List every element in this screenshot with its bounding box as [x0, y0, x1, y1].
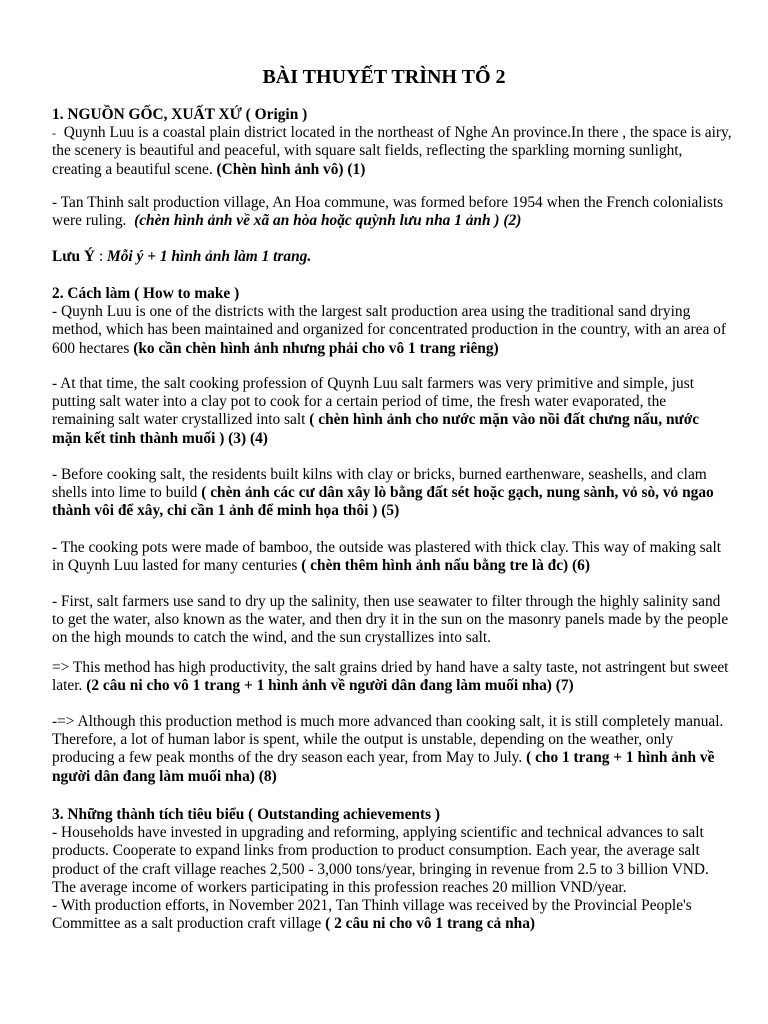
image-note: (2 câu ni cho vô 1 trang + 1 hình ảnh về người dân đang làm muối nha) (7) [86, 677, 574, 695]
paragraph-text: - With production efforts, in November 2021, Tan Thinh village was received by the Provincial People's Committee as a salt production craft village [52, 897, 692, 933]
paragraph [52, 466, 732, 521]
section2-p3 [52, 466, 732, 521]
paragraph-text: - At that time, the salt cooking profession of Quynh Luu salt farmers was very primitive and simple, just putting salt water into a clay pot to cook for a certain period of time, the fresh water evaporated, the remaining salt water crystallized into salt [52, 375, 695, 429]
section-heading: 1. NGUỒN GỐC, XUẤT XỨ ( Origin ) [52, 106, 308, 123]
paragraph-text: - Before cooking salt, the residents built kilns with clay or bricks, burned earthenware, seashells, and clam shells into lime to build [52, 466, 707, 502]
paragraph-text: - Quynh Luu is one of the districts with the largest salt production area using the traditional sand drying method, which has been maintained and organized for concentrated production in the country, with an area of 600 hectares [52, 303, 726, 357]
section-heading: 3. Những thành tích tiêu biểu ( Outstanding achievements ) [52, 806, 441, 823]
section-origin [52, 106, 732, 179]
image-note: ( chèn ảnh các cư dân xây lò bằng đất sét hoặc gạch, nung sành, vỏ sò, vỏ ngao thành vôi để xây, chỉ cần 1 ảnh để minh họa thôi ) (5) [52, 484, 714, 520]
image-note: ( chèn hình ảnh cho nước mặn vào nồi đất chưng nấu, nước mặn kết tinh thành muối ) (3) (4) [52, 411, 700, 447]
section-achievements [52, 806, 732, 933]
paragraph [52, 897, 732, 933]
paragraph [52, 375, 732, 448]
paragraph [52, 539, 732, 575]
paragraph: - First, salt farmers use sand to dry up the salinity, then use seawater to filter through the highly salinity sand to get the water, also known as the water, and then dry it in the sun on the masonry panels made by the people on the high mounds to catch the wind, and the sun crystallizes into salt. [52, 593, 729, 647]
image-note: ( cho 1 trang + 1 hình ảnh về người dân đang làm muối nha) (8) [52, 749, 715, 785]
section-origin-p2 [52, 194, 732, 230]
page-title: BÀI THUYẾT TRÌNH TỔ 2 [262, 66, 506, 88]
paragraph [52, 194, 732, 230]
note-sep: : [95, 248, 108, 265]
paragraph-text: - Tan Thinh salt production village, An Hoa commune, was formed before 1954 when the French colonialists were ruling. [52, 194, 724, 230]
note-label: Lưu Ý [52, 248, 96, 265]
paragraph [52, 713, 732, 786]
paragraph [52, 303, 732, 358]
section2-p6 [52, 659, 732, 695]
section2-p2 [52, 375, 732, 448]
image-note: ( 2 câu ni cho vô 1 trang cả nha) [325, 915, 536, 933]
section2-p4 [52, 539, 732, 575]
image-note: (ko cần chèn hình ảnh nhưng phải cho vô 1 trang riêng) [133, 339, 499, 357]
image-note: ( chèn thêm hình ảnh nấu bằng tre là đc) (6) [301, 557, 590, 575]
paragraph [52, 659, 732, 695]
section2-p5 [52, 593, 732, 648]
note-line [52, 248, 732, 266]
note-text: Mỗi ý + 1 hình ảnh làm 1 trang. [107, 248, 312, 265]
section-heading: 2. Cách làm ( How to make ) [52, 285, 240, 302]
image-note: (chèn hình ảnh về xã an hòa hoặc quỳnh lưu nha 1 ảnh ) (2) [134, 212, 522, 230]
section2-p7 [52, 713, 732, 786]
section-how-to-make [52, 285, 732, 358]
paragraph-text: => This method has high productivity, the salt grains dried by hand have a salty taste, not astringent but sweet later. [52, 659, 729, 695]
paragraph [52, 124, 732, 179]
paragraph: - Households have invested in upgrading and reforming, applying scientific and technical advances to salt products. Cooperate to expand links from production to product consumption. Each year, the average salt product of the craft village reaches 2,500 - 3,000 tons/year, bringing in revenue from 2.5 to 3 billion VND. The average income of workers participating in this profession reaches 20 million VND/year. [52, 824, 709, 896]
paragraph-text: - The cooking pots were made of bamboo, the outside was plastered with thick clay. This way of making salt in Quynh Luu lasted for many centuries [52, 539, 722, 575]
paragraph-text: -=> Although this production method is much more advanced than cooking salt, it is still completely manual. Therefore, a lot of human labor is spent, while the output is unstable, depending on the weather, only producing a few peak months of the dry season each year, from May to July. [52, 713, 724, 767]
image-note: (Chèn hình ảnh vô) (1) [216, 160, 366, 178]
paragraph-text: Quynh Luu is a coastal plain district located in the northeast of Nghe An province.In there , the space is airy, the scenery is beautiful and peaceful, with square salt fields, reflecting the sparkling morning sunlight, creating a beautiful scene. [52, 124, 732, 178]
bullet-dash: - [52, 126, 56, 141]
